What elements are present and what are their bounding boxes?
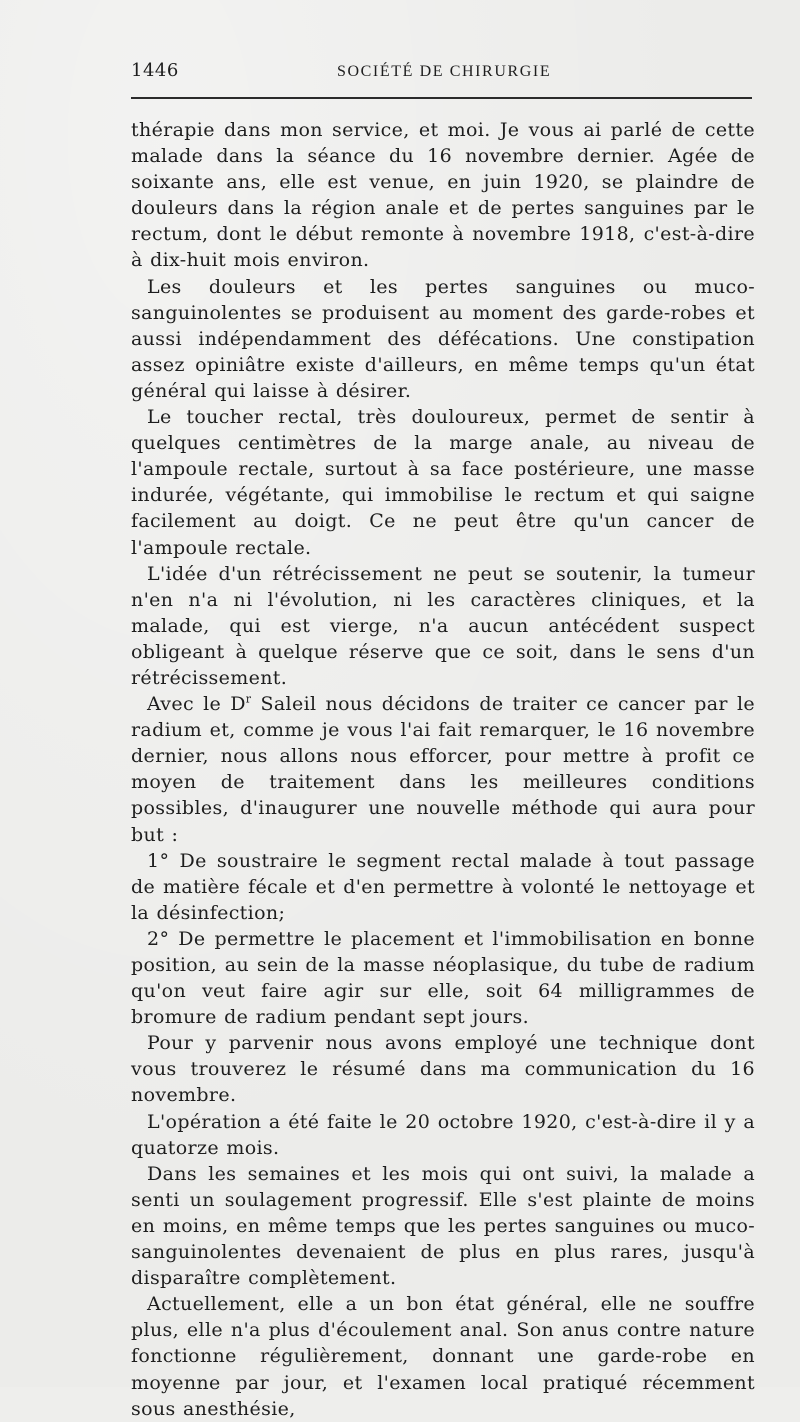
body-text — [131, 117, 755, 1422]
paragraph-8: Pour y parvenir nous avons employé une technique dont vous trouverez le résumé dans ma communication du 16 novembre. — [131, 1032, 755, 1107]
paragraph-5-rest: Saleil nous décidons de traiter ce cancer par le radium et, comme je vous l'ai fait remarquer, le 16 novembre dernier, nous allons nous efforcer, pour mettre à profit ce moyen de traitement dans les meilleures conditions possibles, d'inaugurer une nouvelle méthode qui aura pour but : — [131, 693, 755, 846]
paragraph-5-start: Avec le D — [147, 693, 246, 716]
paragraph-2: Les douleurs et les pertes sanguines ou muco-sanguinolentes se produisent au moment des garde-robes et aussi indépendamment des défécations. Une constipation assez opiniâtre existe d'ailleurs, en même temps qu'un état général qui laisse à désirer. — [131, 275, 755, 402]
doctor-abbreviation-superscript: r — [245, 692, 252, 706]
paragraph-10: Dans les semaines et les mois qui ont suivi, la malade a senti un soulagement progressif. Elle s'est plainte de moins en moins, en même temps que les pertes sanguines ou muco-sanguinolentes devenaient de plus en plus rares, jusqu'à disparaître complètement. — [131, 1162, 755, 1290]
paragraph-7: 2° De permettre le placement et l'immobilisation en bonne position, au sein de la masse néoplasique, du tube de radium qu'on veut faire agir sur elle, soit 64 milligrammes de bromure de radium pendant sept jours. — [131, 927, 755, 1029]
page-header — [131, 58, 752, 88]
running-title: SOCIÉTÉ DE CHIRURGIE — [337, 63, 552, 80]
paragraph-9: L'opération a été faite le 20 octobre 1920, c'est-à-dire il y a quatorze mois. — [131, 1110, 755, 1159]
paragraph-11: Actuellement, elle a un bon état général, elle ne souffre plus, elle n'a plus d'écoulement anal. Son anus contre nature fonctionne régulièrement, donnant une garde-robe en moyenne par jour, et l'examen local pratiqué récemment sous anesthésie, — [131, 1293, 755, 1420]
paragraph-3: Le toucher rectal, très douloureux, permet de sentir à quelques centimètres de la marge anale, au niveau de l'ampoule rectale, surtout à sa face postérieure, une masse indurée, végétante, qui immobilise le rectum et qui saigne facilement au doigt. Ce ne peut être qu'un cancer de l'ampoule rectale. — [131, 406, 755, 559]
header-rule — [131, 97, 752, 99]
paragraph-4: L'idée d'un rétrécissement ne peut se soutenir, la tumeur n'en n'a ni l'évolution, ni les caractères cliniques, et la malade, qui est vierge, n'a aucun antécédent suspect obligeant à quelque réserve que ce soit, dans le sens d'un rétrécissement. — [131, 562, 755, 689]
paragraph-6: 1° De soustraire le segment rectal malade à tout passage de matière fécale et d'en permettre à volonté le nettoyage et la désinfection; — [131, 849, 755, 924]
paragraph-5 — [131, 691, 755, 848]
paragraph-1: thérapie dans mon service, et moi. Je vous ai parlé de cette malade dans la séance du 16 novembre dernier. Agée de soixante ans, elle est venue, en juin 1920, se plaindre de douleurs dans la région anale et de pertes sanguines par le rectum, dont le début remonte à novembre 1918, c'est-à-dire à dix-huit mois environ. — [131, 119, 755, 272]
page-number: 1446 — [131, 60, 179, 81]
